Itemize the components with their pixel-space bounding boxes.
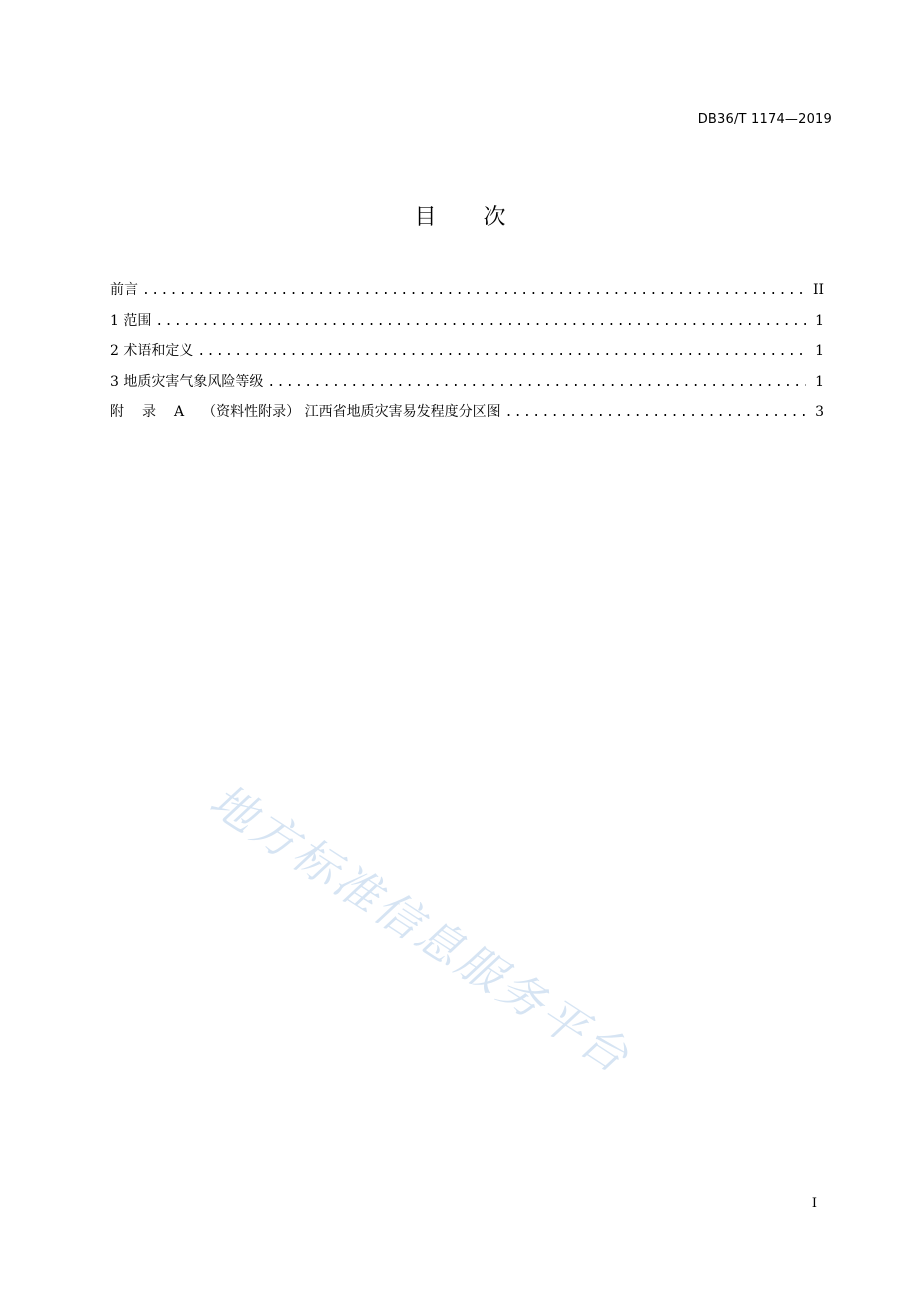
appendix-label-title: （资料性附录） 江西省地质灾害易发程度分区图 [202, 404, 501, 420]
document-code: DB36/T 1174—2019 [697, 112, 832, 127]
toc-entry-page: 1 [815, 343, 824, 359]
toc-title [0, 200, 920, 231]
toc-title-char-1: 目 [414, 205, 437, 230]
toc-entry-appendix-a[interactable] [110, 401, 824, 432]
toc-dot-leader [155, 314, 806, 329]
appendix-label-char-2: 录 [142, 404, 156, 420]
toc-entry-page: II [812, 282, 824, 298]
toc-dot-leader [267, 375, 806, 390]
toc-entry-label: 1 范围 [110, 312, 152, 329]
toc-dot-leader [142, 283, 806, 298]
table-of-contents [110, 279, 824, 432]
toc-entry-label [110, 401, 505, 421]
watermark: 地方标准信息服务平台 [200, 773, 641, 1085]
toc-entry-label: 前言 [110, 282, 138, 298]
toc-entry-scope[interactable] [110, 310, 824, 341]
toc-entry-page: 3 [815, 404, 824, 420]
page-number: I [811, 1196, 817, 1211]
toc-entry-foreword[interactable] [110, 279, 824, 310]
toc-title-char-2: 次 [483, 205, 506, 230]
toc-entry-label: 3 地质灾害气象风险等级 [110, 373, 264, 390]
toc-dot-leader [505, 405, 806, 420]
toc-entry-page: 1 [815, 312, 824, 329]
toc-entry-label: 2 术语和定义 [110, 343, 194, 359]
toc-entry-page: 1 [815, 373, 824, 390]
appendix-label-letter: A [174, 404, 185, 420]
toc-entry-terms[interactable] [110, 340, 824, 371]
appendix-label-char-1: 附 [110, 404, 124, 420]
toc-dot-leader [197, 344, 806, 359]
toc-entry-risk-levels[interactable] [110, 371, 824, 402]
